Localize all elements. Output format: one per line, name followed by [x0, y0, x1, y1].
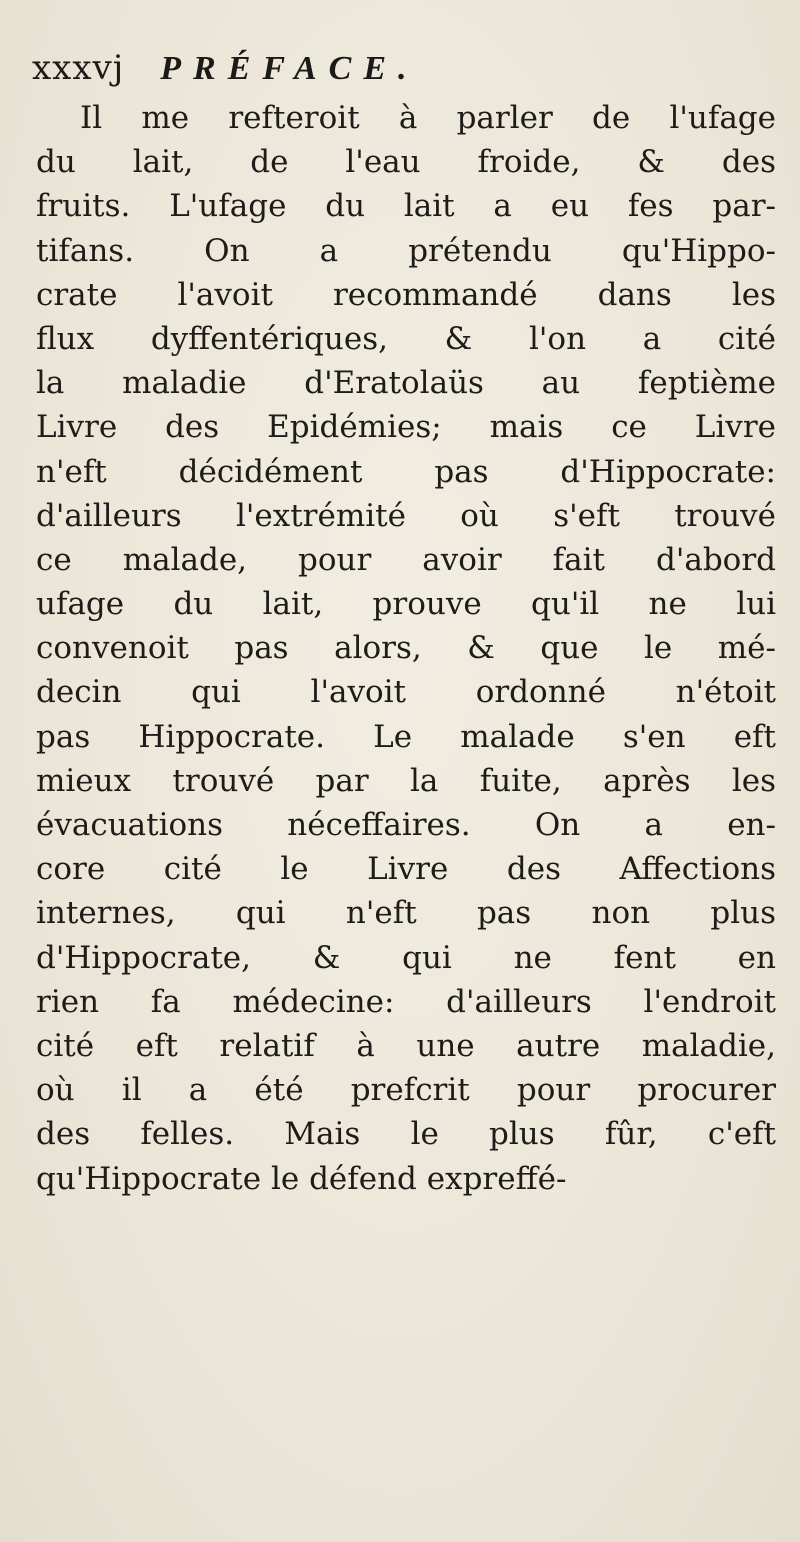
page-header [32, 48, 419, 98]
text-line: cité eft relatif à une autre maladie, [36, 1027, 776, 1064]
text-line: rien fa médecine: d'ailleurs l'endroit [36, 983, 776, 1020]
text-line: évacuations néceffaires. On a en- [36, 807, 776, 843]
text-line: où il a été prefcrit pour procurer [36, 1072, 776, 1109]
text-line: ce malade, pour avoir fait d'abord [36, 541, 776, 578]
text-line: core cité le Livre des Affections [36, 851, 776, 888]
text-line: crate l'avoit recommandé dans les [36, 276, 776, 313]
text-line: n'eft décidément pas d'Hippocrate: [36, 453, 776, 490]
text-line: des felles. Mais le plus fûr, c'eft [36, 1116, 776, 1153]
text-line: fruits. L'ufage du lait a eu fes par- [36, 188, 776, 225]
text-line: d'Hippocrate, & qui ne fent en [36, 939, 776, 976]
text-line: internes, qui n'eft pas non plus [36, 895, 776, 932]
running-title: PRÉFACE. [160, 50, 419, 87]
text-line: decin qui l'avoit ordonné n'étoit [36, 674, 776, 711]
text-line: flux dyffentériques, & l'on a cité [36, 320, 776, 357]
text-line: qu'Hippocrate le défend expreffé- [36, 1160, 567, 1197]
text-line: convenoit pas alors, & que le mé- [36, 630, 776, 667]
text-line: Il me refteroit à parler de l'ufage [80, 100, 776, 136]
text-line: mieux trouvé par la fuite, après les [36, 762, 776, 799]
text-line: du lait, de l'eau froide, & des [36, 144, 776, 181]
text-line: d'ailleurs l'extrémité où s'eft trouvé [36, 497, 776, 534]
text-line: ufage du lait, prouve qu'il ne lui [36, 586, 776, 623]
text-line: pas Hippocrate. Le malade s'en eft [36, 718, 776, 755]
text-line: tifans. On a prétendu qu'Hippo- [36, 232, 776, 269]
body-text [36, 96, 776, 1201]
page-number: xxxvj [32, 48, 125, 88]
text-line: la maladie d'Eratolaüs au feptième [36, 365, 776, 402]
text-line: Livre des Epidémies; mais ce Livre [36, 409, 776, 446]
